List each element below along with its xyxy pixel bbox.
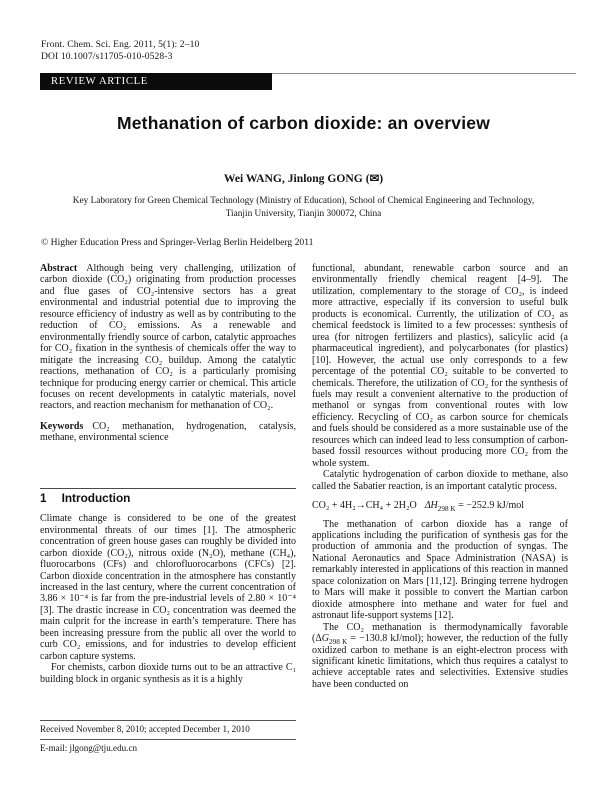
body-paragraph-continued: functional, abundant, renewable carbon source and an environmentally friendly chemical reagent [4–9]. The utilization, complementary to the storage of CO₂, is indeed more attractive, especially if its conversion to useful bulk products is economical. Currently, the utilization of CO₂ as chemical feedstock is limited to a few processes: synthesis of urea (for nitrogen fertilizers and plastics), salicylic acid (a pharmaceutical ingredient), and polycarbonates (for plastics) [10]. However, the actual use only corresponds to a few percentage of the potential CO₂ suitable to be converted to chemicals. Therefore, the utilization of CO₂ for the synthesis of fuels may result a convenient alternative to the production of methanol or syngas from conventional routes with low efficiency. Recycling of CO₂ as carbon source for chemicals and fuels should be considered as a more sustainable use of the resources which can indeed lead to less consumption of carbon-based fossil resources without producing more CO₂ from the whole system. bbox=[312, 263, 568, 469]
gibbs-subscript: 298 K bbox=[329, 638, 348, 647]
paragraph-text-post: = −130.8 kJ/mol); however, the reduction of the fully oxidized carbon to methane is an eight-electron process with significant kinetic limitations, which thus requires a catalyst to achieve acceptable rates and selectivities. Extensive studies have been conducted on bbox=[312, 633, 568, 690]
author-names: Wei WANG, Jinlong GONG bbox=[223, 172, 363, 185]
equation-enthalpy-value: = −252.9 kJ/mol bbox=[455, 499, 525, 511]
doi-line: DOI 10.1007/s11705-010-0528-3 bbox=[41, 51, 173, 63]
body-paragraph-sabatier: Catalytic hydrogenation of carbon dioxide to methane, also called the Sabatier reaction, is an important catalytic process. bbox=[312, 469, 568, 492]
gibbs-symbol: G bbox=[321, 633, 329, 645]
equation-enthalpy-symbol: ΔH bbox=[424, 499, 438, 511]
paragraph-text-pre: The CO₂ methanation is thermodynamically favorable (Δ bbox=[312, 621, 568, 645]
equation-enthalpy-subscript: 298 K bbox=[437, 504, 456, 513]
intro-paragraph-1: Climate change is considered to be one of the greatest environmental threats of our times [1]. The atmospheric concentration of green house gases can roughly be divided into carbon dioxide (CO₂), nitrous oxide (N₂O), methane (CH₄), fluorocarbons (CFs) and chlorofluorocarbons (CFCs) [2]. Carbon dioxide concentration in the atmosphere has constantly increased in the last century, where the current concentration of 3.86 × 10⁻⁴ is far from the pre-industrial levels of 2.80 × 10⁻⁴ [3]. The drastic increase in CO₂ concentration was deemed the main culprit for the increase in earth’s temperature. There has been increasing pressure from the public all over the world to curb CO₂ emissions, and for industries to develop efficient carbon capture systems. bbox=[40, 513, 296, 662]
article-type-banner bbox=[40, 73, 272, 90]
abstract-text: Although being very challenging, utilization of carbon dioxide (CO₂) originating from production processes and flue gases of CO₂-intensive sectors has a great environmental and industrial potential due to improving the resource efficiency of industry as well as by contributing to the reduction of CO₂ emissions. As a renewable and environmentally friendly source of carbon, catalytic approaches for CO₂ fixation in the synthesis of chemicals offer the way to mitigate the increasing CO₂ buildup. Among the catalytic reactions, methanation of CO₂ is a particularly promising technique for producing energy carrier or chemical. This article focuses on recent developments in catalytic materials, novel reactors, and reaction mechanism for methanation of CO₂. bbox=[40, 263, 296, 412]
affiliation-line-2: Tianjin University, Tianjin 300072, China bbox=[225, 209, 382, 220]
keywords-label: Keywords bbox=[40, 420, 84, 432]
body-paragraph-thermodynamics bbox=[312, 622, 568, 691]
page-title: Methanation of carbon dioxide: an overview bbox=[116, 113, 491, 133]
authors-line bbox=[0, 171, 607, 185]
equation-reaction: CO₂ + 4H₂→CH₄ + 2H₂O bbox=[312, 499, 417, 511]
affiliation-line-1: Key Laboratory for Green Chemical Technology (Ministry of Education), School of Chemical Engineering and Technology, bbox=[72, 196, 535, 206]
journal-reference: Front. Chem. Sci. Eng. 2011, 5(1): 2–10 bbox=[41, 39, 200, 50]
journal-info bbox=[41, 39, 199, 64]
body-paragraph-applications: The methanation of carbon dioxide has a range of applications including the purification of synthesis gas for the production of ammonia and the production of syngas. The National Aeronautics and Space Administration (NASA) is remarkably interested in applications of this reaction in manned space colonization on Mars [11,12]. Bringing terrene hydrogen to Mars will make it possible to convert the Martian carbon dioxide atmosphere into methane and water for fuel and astronaut life-support systems [12]. bbox=[312, 518, 568, 622]
methanation-equation bbox=[312, 500, 568, 511]
copyright-line: © Higher Education Press and Springer-Verlag Berlin Heidelberg 2011 bbox=[41, 237, 314, 248]
footnote-block bbox=[40, 720, 296, 753]
article-type-label: REVIEW ARTICLE bbox=[51, 76, 148, 87]
footnote-rule-bottom bbox=[40, 739, 296, 740]
keywords-paragraph bbox=[40, 421, 296, 444]
received-dates: Received November 8, 2010; accepted December 1, 2010 bbox=[40, 724, 250, 734]
section-number: 1 bbox=[40, 490, 47, 505]
affiliation bbox=[0, 195, 607, 221]
intro-paragraph-2: For chemists, carbon dioxide turns out to be an attractive C₁ building block in organic synthesis as it is a highly bbox=[40, 662, 296, 685]
keywords-text: CO₂ methanation, hydrogenation, catalysis, methane, environmental science bbox=[40, 420, 296, 444]
corresponding-author-envelope-icon: (✉) bbox=[365, 172, 384, 185]
corresponding-email: E-mail: jlgong@tju.edu.cn bbox=[40, 743, 138, 753]
footnote-rule-top bbox=[40, 720, 296, 721]
section-title: Introduction bbox=[61, 490, 131, 505]
left-column bbox=[40, 263, 296, 719]
section-heading-introduction bbox=[40, 490, 296, 505]
abstract-label: Abstract bbox=[40, 263, 78, 274]
section-divider-rule bbox=[40, 488, 296, 489]
abstract-paragraph bbox=[40, 263, 296, 412]
right-column bbox=[312, 263, 568, 800]
